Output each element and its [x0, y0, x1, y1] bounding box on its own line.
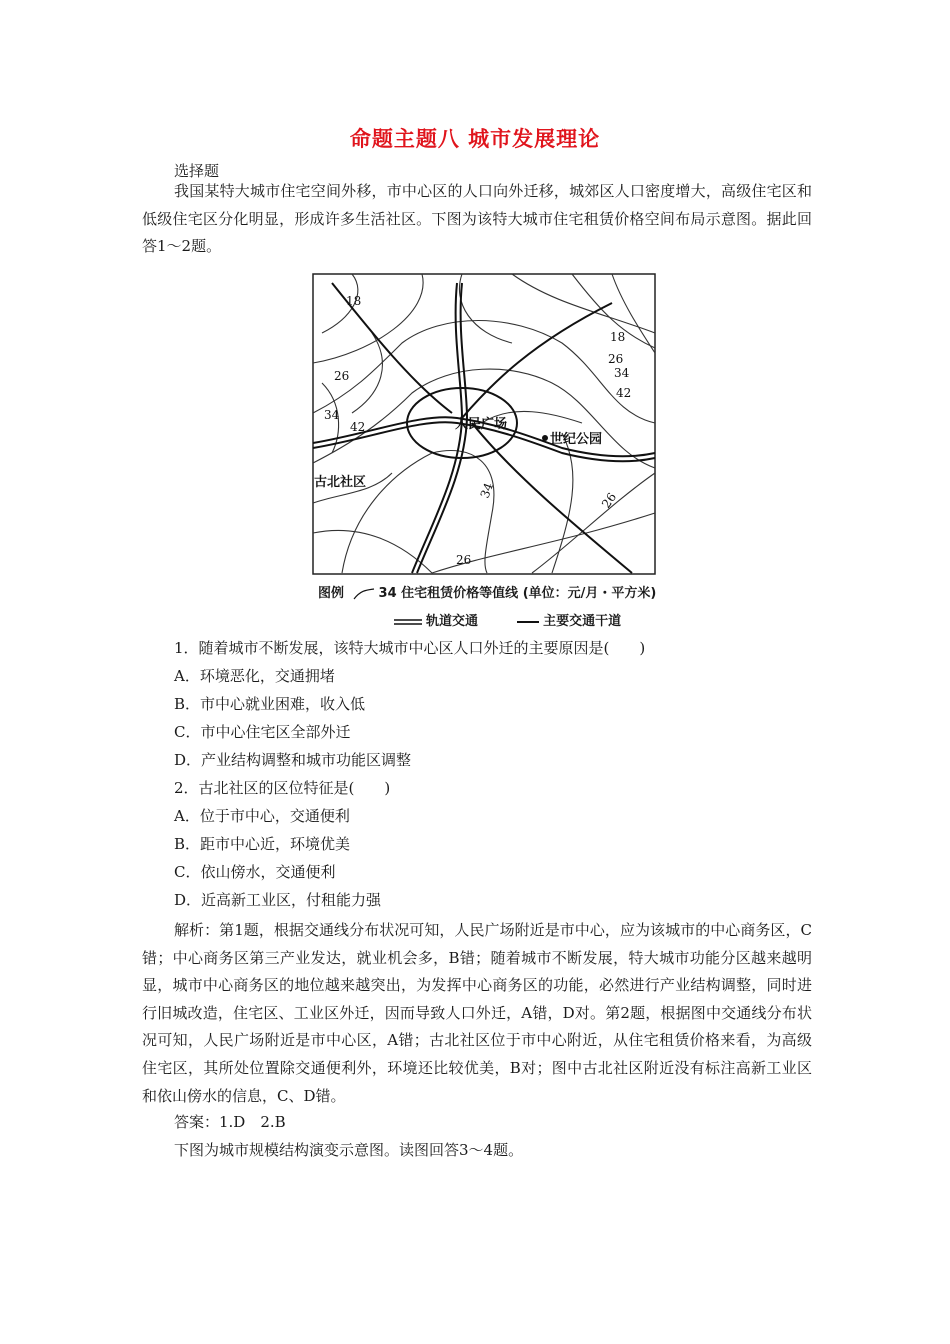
legend-road-text: 主要交通干道	[543, 614, 622, 629]
contour-label: 34	[477, 480, 497, 501]
people-square-label: 人民广场	[455, 417, 508, 432]
page-title: 命题主题八 城市发展理论	[349, 127, 601, 151]
analysis-paragraph: 解析：第1题，根据交通线分布状况可知，人民广场附近是市中心，应为该城市的中心商务区，C错；中心商务区第三产业发达，就业机会多，B错；随着城市不断发展，特大城市功能分区越来越明显，城市中心商务区的地位越来越突出，为发挥中心商务区的功能，必然进行产业结构调整，同时进行旧城改造，住宅区、工业区外迁，因而导致人口外迁，A错，D对。第2题，根据图中交通线分布状况可知，人民广场附近是市中心区，A错；古北社区位于市中心附近，从住宅租赁价格来看，为高级住宅区，其所处位置除交通便利外，环境还比较优美，B对；图中古北社区附近没有标注高新工业区和依山傍水的信息，C、D错。	[142, 921, 812, 1105]
gubei-label: 古北社区	[314, 475, 367, 490]
legend-lines	[390, 610, 621, 629]
legend-sample-value: 34	[378, 586, 397, 601]
road-symbol-icon	[517, 618, 539, 626]
contour-label: 26	[456, 553, 472, 567]
next-intro: 下图为城市规模结构演变示意图。读图回答3～4题。	[174, 1141, 524, 1159]
question-1-option-b: B．市中心就业困难，收入低	[174, 695, 366, 713]
section-label: 选择题	[174, 162, 220, 180]
legend-title: 图例	[318, 586, 345, 601]
contour-symbol-icon	[353, 588, 375, 600]
rail-symbol-icon	[394, 618, 422, 626]
question-2-stem: 2．古北社区的区位特征是( )	[174, 779, 391, 797]
contour-label: 26	[598, 490, 620, 511]
century-park-marker	[542, 435, 548, 441]
legend-contour	[318, 582, 656, 601]
contour-label: 34	[614, 366, 630, 380]
legend-contour-text: 住宅租赁价格等值线 (单位：元/月・平方米)	[401, 586, 657, 601]
contour-label: 18	[346, 294, 362, 308]
contour-label: 26	[608, 352, 624, 366]
century-park-label: 世纪公园	[550, 432, 603, 447]
question-1-option-d: D．产业结构调整和城市功能区调整	[174, 751, 412, 769]
legend-rail-text: 轨道交通	[426, 614, 479, 629]
contour-label: 18	[610, 330, 626, 344]
contour-label: 42	[350, 420, 366, 434]
intro-paragraph: 我国某特大城市住宅空间外移，市中心区的人口向外迁移，城郊区人口密度增大，高级住宅区和低级住宅区分化明显，形成许多生活社区。下图为该特大城市住宅租赁价格空间布局示意图。据此回答1～2题。	[142, 182, 812, 256]
question-1-option-c: C．市中心住宅区全部外迁	[174, 723, 351, 741]
rent-price-map	[312, 273, 656, 575]
contour-label: 42	[616, 386, 632, 400]
question-2-option-a: A．位于市中心，交通便利	[174, 807, 350, 825]
contour-label: 34	[324, 408, 340, 422]
question-1-option-a: A．环境恶化，交通拥堵	[174, 667, 335, 685]
question-1-stem: 1．随着城市不断发展，该特大城市中心区人口外迁的主要原因是( )	[174, 639, 646, 657]
question-2-option-d: D．近高新工业区，付租能力强	[174, 891, 382, 909]
contour-label: 26	[334, 369, 350, 383]
question-2-option-c: C．依山傍水，交通便利	[174, 863, 336, 881]
answer-line: 答案：1.D 2.B	[174, 1113, 286, 1131]
question-2-option-b: B．距市中心近，环境优美	[174, 835, 351, 853]
